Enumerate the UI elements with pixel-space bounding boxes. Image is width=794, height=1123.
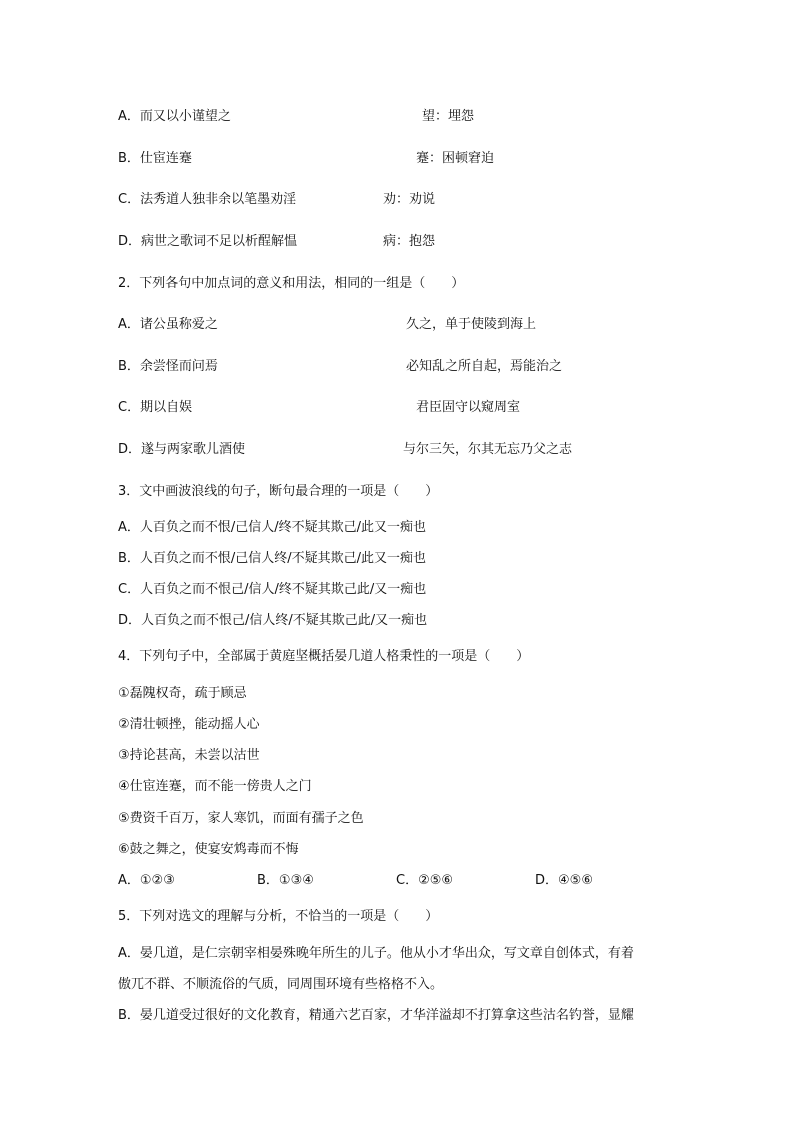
q4-item-4: ④仕宦连蹇，而不能一傍贵人之门 — [118, 779, 312, 794]
q4-stem: 4．下列句子中，全部属于黄庭坚概括晏几道人格秉性的一项是（ ） — [118, 649, 530, 664]
q2-option-a: A．诸公虽称爱之 — [118, 317, 218, 332]
q2-option-d-pair: 与尔三矢，尔其无忘乃父之志 — [403, 442, 573, 457]
q3-option-b: B．人百负之而不恨/己信人终/不疑其欺己/此又一痴也 — [118, 551, 427, 566]
q1-option-a-gloss: 望：埋怨 — [422, 109, 475, 124]
q4-item-6: ⑥鼓之舞之，使宴安鸩毒而不悔 — [118, 842, 299, 857]
q4-choice-d: D．④⑤⑥ — [535, 873, 593, 888]
q1-option-c-gloss: 劝：劝说 — [383, 192, 436, 207]
q2-option-c: C．期以自娱 — [118, 400, 193, 415]
q4-item-1: ①磊隗权奇，疏于顾忌 — [118, 686, 247, 701]
q1-option-c: C．法秀道人独非余以笔墨劝淫 — [118, 192, 297, 207]
q1-option-b: B．仕宦连蹇 — [118, 151, 192, 166]
q4-choice-a: A．①②③ — [118, 873, 175, 888]
q5-line-2: 傲兀不群、不顺流俗的气质，同周围环境有些格格不入。 — [118, 977, 444, 992]
q3-option-d: D．人百负之而不恨己/信人终/不疑其欺己此/又一痴也 — [118, 613, 428, 628]
q5-line-3: B．晏几道受过很好的文化教育，精通六艺百家，才华洋溢却不打算拿这些沽名钓誉，显耀 — [118, 1008, 634, 1023]
q5-line-1: A．晏几道，是仁宗朝宰相晏殊晚年所生的儿子。他从小才华出众，写文章自创体式，有着 — [118, 946, 634, 961]
q3-option-a: A．人百负之而不恨/己信人/终不疑其欺己/此又一痴也 — [118, 520, 427, 535]
q2-option-c-pair: 君臣固守以窥周室 — [416, 400, 521, 415]
q4-item-3: ③持论甚高，未尝以沽世 — [118, 748, 260, 763]
q3-stem: 3．文中画波浪线的句子，断句最合理的一项是（ ） — [118, 484, 439, 499]
q2-option-b: B．余尝怪而问焉 — [118, 359, 218, 374]
q1-option-d-gloss: 病：抱怨 — [383, 234, 436, 249]
q3-option-c: C．人百负之而不恨己/信人/终不疑其欺己此/又一痴也 — [118, 582, 427, 597]
q4-choice-c: C．②⑤⑥ — [396, 873, 454, 888]
q1-option-d: D．病世之歌词不足以析酲解愠 — [118, 234, 298, 249]
q4-item-2: ②清壮顿挫，能动摇人心 — [118, 717, 260, 732]
q2-option-b-pair: 必知乱之所自起，焉能治之 — [406, 359, 563, 374]
q2-stem: 2．下列各句中加点词的意义和用法，相同的一组是（ ） — [118, 276, 465, 291]
q4-choice-b: B．①③④ — [257, 873, 314, 888]
q2-option-a-pair: 久之，单于使陵到海上 — [406, 317, 537, 332]
q5-stem: 5．下列对选文的理解与分析，不恰当的一项是（ ） — [118, 909, 439, 924]
q1-option-b-gloss: 蹇：困顿窘迫 — [416, 151, 495, 166]
q1-option-a: A．而又以小谨望之 — [118, 109, 231, 124]
q4-item-5: ⑤费资千百万，家人寒饥，而面有孺子之色 — [118, 811, 364, 826]
q2-option-d: D．遂与两家歌儿酒使 — [118, 442, 246, 457]
